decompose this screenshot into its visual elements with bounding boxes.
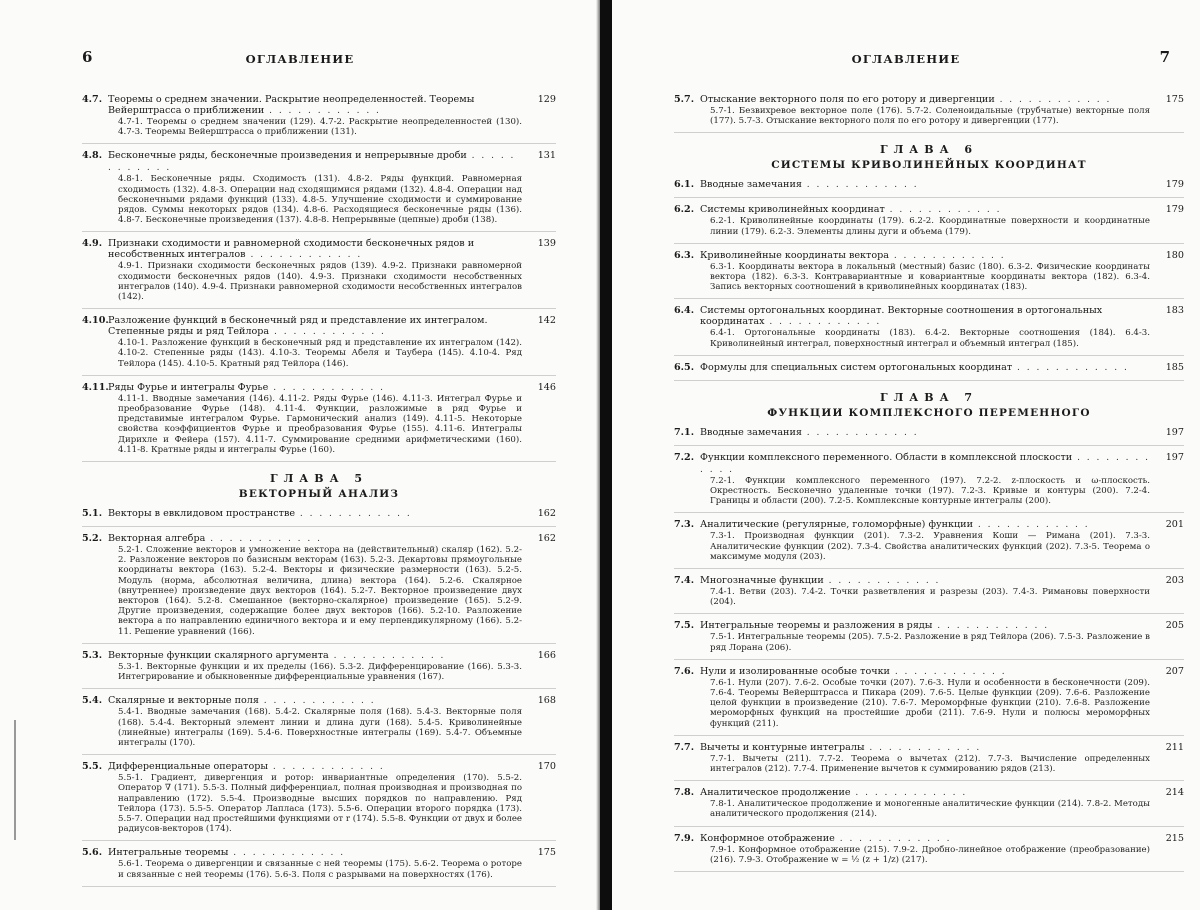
- subsection-list: 5.7-1. Безвихревое векторное поле (176). 5.7-2. Соленоидальные (трубчатые) векторные поля (177). 5.7-3. Отыскание векторного поля по его ротору и дивергенции (177).: [710, 106, 1150, 127]
- toc-entry-head: [674, 204, 1184, 216]
- toc-entry: [674, 204, 1184, 236]
- section-page: 139: [537, 238, 556, 250]
- section-title: Криволинейные координаты вектора: [700, 249, 889, 261]
- toc-entry: [82, 238, 556, 302]
- right-page-number: 7: [1159, 48, 1170, 66]
- chapter-name: ВЕКТОРНЫЙ АНАЛИЗ: [238, 488, 400, 501]
- section-title: Отыскание векторного поля по его ротору и дивергенции: [700, 94, 995, 105]
- entry-separator: [82, 375, 556, 376]
- subsection-list: 7.8-1. Аналитическое продолжение и моногенные аналитические функции (214). 7.8-2. Методы аналитического продолжения (214).: [710, 799, 1150, 820]
- subsection-list: 5.2-1. Сложение векторов и умножение вектора на (действительный) скаляр (162). 5.2-2. Разложение векторов по базисным векторам (163). 5.2-3. Декартовы прямоугольные координаты вектора (163). 5.2-4. Векторы и физические размерности (163). 5.2-5. Модуль (норма, абсолютная величина, длина) вектора (164). 5.2-6. Скалярное (внутреннее) произведение двух векторов (164). 5.2-7. Векторное произведение двух векторов (164). 5.2-8. Смешанное (векторно-скалярное) произведение (165). 5.2-9. Другие произведения, содержащие более двух векторов (166). 5.2-10. Разложение вектора а по направлению единичного вектора и и ему перпендикулярному (166). 5.2-11. Решение уравнений (166).: [118, 545, 522, 637]
- section-page: 131: [537, 150, 556, 162]
- toc-section-ch6: [674, 179, 1184, 380]
- toc-entry-head: [82, 650, 556, 662]
- entry-separator: [674, 197, 1184, 198]
- toc-entry: [674, 452, 1184, 507]
- toc-entry: [674, 666, 1184, 729]
- section-page: 203: [1165, 575, 1184, 587]
- toc-entry-head: [674, 666, 1184, 678]
- entry-separator: [674, 613, 1184, 614]
- right-toc: [674, 94, 1184, 878]
- section-number: 7.2.: [674, 451, 695, 463]
- chapter-heading-7: [674, 391, 1184, 419]
- section-title-wrap: [108, 695, 522, 707]
- toc-entry-head: [82, 94, 556, 117]
- toc-entry-head: [82, 695, 556, 707]
- section-page: 183: [1165, 305, 1184, 317]
- section-number: 5.7.: [674, 94, 695, 105]
- entry-separator: [82, 231, 556, 232]
- entry-separator: [82, 308, 556, 309]
- toc-entry-head: [82, 761, 556, 773]
- toc-entry-head: [674, 427, 1184, 439]
- section-title-wrap: [700, 452, 1150, 476]
- section-title: Нули и изолированные особые точки: [700, 665, 890, 677]
- leader-dots: . . . . . . . . . . . .: [801, 180, 919, 191]
- left-toc: [82, 94, 556, 893]
- section-number: 6.3.: [674, 249, 695, 261]
- toc-section-ch7: [674, 427, 1184, 872]
- leader-dots: . . . . . . . . . . . .: [764, 317, 882, 328]
- leader-dots: . . . . . . . . . . . .: [258, 696, 376, 707]
- toc-entry: [674, 427, 1184, 439]
- leader-dots: . . . . . . . . . . . .: [1012, 362, 1129, 373]
- section-title: Системы ортогональных координат. Векторные соотношения в ортогональных координатах: [700, 305, 1103, 328]
- subsection-list: 6.3-1. Координаты вектора в локальный (местный) базис (180). 6.3-2. Физические координаты вектора (182). 6.3-3. Контравариантные и ковариантные координаты вектора (182). 6.3-4. Запись векторных соотношений в криволинейных координатах (183).: [710, 261, 1150, 293]
- section-title-wrap: [108, 315, 522, 338]
- left-page-number: 6: [82, 48, 93, 66]
- section-title: Бесконечные ряды, бесконечные произведения и непрерывные дроби: [108, 150, 467, 162]
- toc-entry: [674, 787, 1184, 819]
- leader-dots: . . . . . . . . . . . .: [328, 650, 446, 661]
- section-title: Признаки сходимости и равномерной сходимости бесконечных рядов и несобственных интегралов: [108, 238, 475, 261]
- leader-dots: . . . . . . . . . . . .: [888, 250, 1006, 261]
- toc-entry: [82, 847, 556, 879]
- section-page: 201: [1165, 519, 1184, 531]
- section-page: 146: [537, 381, 556, 393]
- section-title-wrap: [108, 650, 522, 662]
- toc-entry-head: [674, 742, 1184, 754]
- leader-dots: . . . . . . . . . . . .: [205, 534, 322, 545]
- entry-separator: [82, 643, 556, 644]
- section-number: 5.6.: [82, 847, 103, 859]
- section-title: Аналитическое продолжение: [700, 787, 851, 799]
- toc-entry-head: [82, 382, 556, 394]
- toc-entry-head: [674, 575, 1184, 587]
- section-title: Многозначные функции: [700, 575, 824, 587]
- subsection-list: 5.5-1. Градиент, дивергенция и ротор: инвариантные определения (170). 5.5-2. Оператор ∇ (171). 5.5-3. Полный дифференциал, полная производная и производная по направлению (172). 5.5-4. Производные высших порядков по направлению. Ряд Тейлора (173). 5.5-5. Оператор Лапласа (173). 5.5-6. Операции второго порядка (173). 5.5-7. Операции над простейшими функциями от r (174). 5.5-8. Функции от двух и более радиусов-векторов (174).: [118, 773, 522, 835]
- subsection-list: 7.9-1. Конформное отображение (215). 7.9-2. Дробно-линейное отображение (преобразование) (216). 7.9-3. Отображение w = ½ (z + 1/z) (217).: [710, 844, 1150, 865]
- toc-entry: [674, 179, 1184, 191]
- section-number: 5.4.: [82, 695, 103, 707]
- leader-dots: . . . . . . . . . . . .: [268, 382, 386, 393]
- section-title-wrap: [700, 427, 1150, 439]
- toc-entry-head: [674, 250, 1184, 262]
- subsection-list: 5.3-1. Векторные функции и их пределы (166). 5.3-2. Дифференцирование (166). 5.3-3. Интегрирование и обыкновенные дифференциальные уравнения (167).: [118, 661, 522, 683]
- toc-entry: [82, 94, 556, 137]
- section-number: 7.5.: [674, 620, 695, 632]
- leader-dots: . . . . . . . . . . . .: [850, 788, 968, 799]
- section-number: 5.2.: [82, 533, 103, 545]
- toc-entry: [674, 94, 1184, 126]
- entry-separator: [82, 143, 556, 144]
- section-page: 197: [1165, 426, 1184, 438]
- section-title-wrap: [700, 575, 1150, 587]
- leader-dots: . . . . . . . . . . . .: [994, 95, 1112, 105]
- subsection-list: 4.9-1. Признаки сходимости бесконечных рядов (139). 4.9-2. Признаки равномерной сходимости бесконечных рядов (140). 4.9-3. Признаки сходимости несобственных интегралов (140). 4.9-4. Признаки равномерной сходимости несобственных интегралов (142).: [118, 261, 522, 303]
- section-number: 5.1.: [82, 508, 103, 520]
- section-page: 129: [537, 94, 556, 105]
- section-number: 5.5.: [82, 761, 103, 773]
- section-title-wrap: [700, 620, 1150, 632]
- section-number: 7.3.: [674, 519, 695, 531]
- entry-separator: [674, 512, 1184, 513]
- leader-dots: . . . . . . . . . . . .: [884, 205, 1002, 216]
- toc-entry-head: [82, 508, 556, 520]
- section-title-wrap: [108, 238, 522, 261]
- section-number: 7.9.: [674, 832, 695, 844]
- section-number: 7.6.: [674, 665, 695, 677]
- section-page: 175: [537, 847, 556, 859]
- section-title-wrap: [700, 94, 1150, 106]
- section-page: 175: [1165, 94, 1184, 105]
- section-page: 180: [1165, 249, 1184, 261]
- toc-entry-head: [674, 519, 1184, 531]
- section-title: Системы криволинейных координат: [700, 204, 885, 216]
- section-title-wrap: [700, 833, 1150, 845]
- section-title: Интегральные теоремы: [108, 847, 229, 859]
- section-page: 162: [537, 508, 556, 520]
- subsection-list: 7.4-1. Ветви (203). 7.4-2. Точки разветвления и разрезы (203). 7.4-3. Римановы поверхности (204).: [710, 587, 1150, 608]
- leader-dots: . . . . . . . . . . . .: [264, 106, 381, 116]
- right-running-head: ОГЛАВЛЕНИЕ: [851, 52, 961, 66]
- section-title: Разложение функций в бесконечный ряд и представление их интегралом. Степенные ряды и ряд Тейлора: [108, 315, 488, 338]
- toc-entry: [674, 250, 1184, 293]
- section-page: 197: [1165, 451, 1184, 463]
- section-title: Вычеты и контурные интегралы: [700, 741, 865, 753]
- leader-dots: . . . . . . . . . . . .: [268, 762, 385, 773]
- section-page: 207: [1165, 665, 1184, 677]
- section-title-wrap: [108, 94, 522, 117]
- section-number: 7.1.: [674, 426, 695, 438]
- section-title-wrap: [108, 847, 522, 859]
- section-number: 4.7.: [82, 94, 103, 105]
- section-title: Векторы в евклидовом пространстве: [108, 508, 296, 520]
- section-page: 170: [537, 761, 556, 773]
- section-number: 6.4.: [674, 305, 695, 317]
- leader-dots: . . . . . . . . . . . .: [801, 427, 919, 438]
- section-title: Формулы для специальных систем ортогональных координат: [700, 361, 1013, 373]
- entry-separator: [674, 735, 1184, 736]
- section-page: 142: [537, 315, 556, 327]
- toc-entry-head: [674, 833, 1184, 845]
- toc-entry-head: [674, 787, 1184, 799]
- entry-separator: [674, 355, 1184, 356]
- subsection-list: 4.8-1. Бесконечные ряды. Сходимость (131). 4.8-2. Ряды функций. Равномерная сходимость (132). 4.8-3. Операции над сходящимися рядами (132). 4.8-4. Операции над бесконечными рядами функций (133). 4.8-5. Улучшение сходимости и суммирование рядов. Суммы некоторых рядов (134). 4.8-6. Расходящиеся бесконечные ряды (136). 4.8-7. Бесконечные произведения (137). 4.8-8. Непрерывные (цепные) дроби (138).: [118, 174, 522, 226]
- section-page: 211: [1165, 741, 1184, 753]
- section-number: 4.8.: [82, 150, 103, 162]
- section-title: Векторные функции скалярного аргумента: [108, 649, 329, 661]
- entry-separator: [82, 840, 556, 841]
- book-gutter: [600, 0, 612, 910]
- entry-separator: [674, 826, 1184, 827]
- leader-dots: . . . . . . . . . . . .: [108, 151, 516, 174]
- section-page: 179: [1165, 204, 1184, 216]
- section-number: 6.5.: [674, 361, 695, 373]
- toc-section-ch4: [82, 94, 556, 462]
- section-number: 6.2.: [674, 204, 695, 216]
- section-title-wrap: [700, 742, 1150, 754]
- section-page: 162: [537, 533, 556, 545]
- subsection-list: 5.6-1. Теорема о дивергенции и связанные с ней теоремы (175). 5.6-2. Теорема о роторе и связанные с ней теоремы (176). 5.6-3. Поля с разрывами на поверхностях (176).: [118, 859, 522, 880]
- left-running-head: ОГЛАВЛЕНИЕ: [245, 52, 355, 66]
- entry-separator: [674, 871, 1184, 872]
- toc-entry: [82, 533, 556, 637]
- section-title: Теоремы о среднем значении. Раскрытие неопределенностей. Теоремы Вейерштрасса о приближении: [108, 94, 475, 116]
- section-page: 185: [1165, 361, 1184, 373]
- leader-dots: . . . . . . . . . . . .: [834, 833, 952, 844]
- leader-dots: . . . . . . . . . . . .: [823, 576, 941, 587]
- chapter-label: ГЛАВА 7: [879, 390, 979, 404]
- entry-separator: [674, 132, 1184, 133]
- toc-entry-head: [82, 150, 556, 174]
- toc-entry-head: [674, 305, 1184, 328]
- section-number: 7.7.: [674, 741, 695, 753]
- toc-entry: [82, 761, 556, 834]
- toc-entry: [674, 620, 1184, 652]
- entry-separator: [82, 754, 556, 755]
- toc-entry: [674, 305, 1184, 348]
- toc-entry-head: [82, 238, 556, 261]
- entry-separator: [674, 298, 1184, 299]
- chapter-label: ГЛАВА 5: [269, 472, 369, 486]
- margin-scan-mark: [14, 720, 16, 840]
- entry-separator: [82, 526, 556, 527]
- entry-separator: [82, 461, 556, 462]
- section-title-wrap: [700, 519, 1150, 531]
- section-title-wrap: [700, 362, 1150, 374]
- leader-dots: . . . . . . . . . . . .: [864, 742, 982, 753]
- section-number: 4.9.: [82, 238, 103, 250]
- subsection-list: 5.4-1. Вводные замечания (168). 5.4-2. Скалярные поля (168). 5.4-3. Векторные поля (168). 5.4-4. Векторный элемент линии и длина дуги (168). 5.4-5. Криволинейные (линейные) интегралы (169). 5.4-6. Поверхностные интегралы (169). 5.4-7. Объемные интегралы (170).: [118, 707, 522, 748]
- section-title-wrap: [108, 508, 522, 520]
- entry-separator: [674, 568, 1184, 569]
- section-title: Вводные замечания: [700, 179, 802, 191]
- leader-dots: . . . . . . . . . . . .: [932, 621, 1050, 632]
- section-number: 4.10.: [82, 315, 109, 327]
- subsection-list: 6.4-1. Ортогональные координаты (183). 6.4-2. Векторные соотношения (184). 6.4-3. Криволинейный интеграл, поверхностный интеграл и объемный интеграл (185).: [710, 328, 1150, 349]
- section-title: Конформное отображение: [700, 832, 835, 844]
- toc-entry-head: [674, 179, 1184, 191]
- section-title: Векторная алгебра: [108, 533, 206, 545]
- subsection-list: 4.11-1. Вводные замечания (146). 4.11-2. Ряды Фурье (146). 4.11-3. Интеграл Фурье и преобразование Фурье (148). 4.11-4. Функции, разложимые в ряд Фурье и представимые интегралом Фурье. Гармонический анализ (149). 4.11-5. Некоторые свойства коэффициентов Фурье и преобразования Фурье (155). 4.11-6. Интегралы Дирихле и Фейера (157). 4.11-7. Суммирование средними арифметическими (160). 4.11-8. Кратные ряды и интегралы Фурье (160).: [118, 393, 522, 455]
- toc-entry-head: [82, 533, 556, 545]
- toc-section-ch5: [82, 508, 556, 887]
- subsection-list: 4.7-1. Теоремы о среднем значении (129). 4.7-2. Раскрытие неопределенностей (130). 4.7-3. Теоремы Вейерштрасса о приближении (131).: [118, 117, 522, 138]
- toc-entry: [674, 575, 1184, 607]
- section-page: 205: [1165, 620, 1184, 632]
- toc-entry: [674, 519, 1184, 562]
- section-number: 7.4.: [674, 575, 695, 587]
- right-page: [612, 0, 1200, 910]
- toc-entry: [82, 650, 556, 682]
- entry-separator: [674, 780, 1184, 781]
- subsection-list: 7.2-1. Функции комплексного переменного (197). 7.2-2. z-плоскость и ω-плоскость. Окрестность. Бесконечно удаленные точки (197). 7.2-3. Кривые и контуры (200). 7.2-4. Границы и области (200). 7.2-5. Комплексные контурные интегралы (200).: [710, 475, 1150, 507]
- section-title-wrap: [108, 150, 522, 174]
- section-title: Интегральные теоремы и разложения в ряды: [700, 620, 933, 632]
- subsection-list: 7.6-1. Нули (207). 7.6-2. Особые точки (207). 7.6-3. Нули и особенности в бесконечности (209). 7.6-4. Теоремы Вейерштрасса и Пикара (209). 7.6-5. Целые функции (209). 7.6-6. Разложение целой функции в произведение (210). 7.6-7. Мероморфные функции (210). 7.6-8. Разложение мероморфных функций на простейшие дроби (211). 7.6-9. Нули и полюсы мероморфных функций (211).: [710, 677, 1150, 729]
- section-title-wrap: [108, 533, 522, 545]
- leader-dots: . . . . . . . . . . . .: [295, 509, 412, 520]
- section-title-wrap: [700, 204, 1150, 216]
- toc-entry-head: [674, 620, 1184, 632]
- toc-entry: [674, 362, 1184, 374]
- section-page: 215: [1165, 832, 1184, 844]
- section-title-wrap: [700, 305, 1150, 328]
- leader-dots: . . . . . . . . . . . .: [245, 250, 363, 261]
- toc-entry: [82, 382, 556, 455]
- section-title-wrap: [700, 179, 1150, 191]
- section-page: 179: [1165, 179, 1184, 191]
- subsection-list: 6.2-1. Криволинейные координаты (179). 6.2-2. Координатные поверхности и координатные линии (179). 6.2-3. Элементы длины дуги и объема (179).: [710, 216, 1150, 237]
- entry-separator: [674, 380, 1184, 381]
- toc-entry-head: [674, 362, 1184, 374]
- section-number: 4.11.: [82, 381, 109, 393]
- section-number: 6.1.: [674, 179, 695, 191]
- section-title: Скалярные и векторные поля: [108, 695, 259, 707]
- leader-dots: . . . . . . . . . . . .: [889, 666, 1007, 677]
- chapter-name: СИСТЕМЫ КРИВОЛИНЕЙНЫХ КООРДИНАТ: [771, 159, 1087, 172]
- toc-entry: [82, 315, 556, 369]
- leader-dots: . . . . . . . . . . . .: [700, 452, 1150, 475]
- subsection-list: 7.3-1. Производная функции (201). 7.3-2. Уравнения Коши — Римана (201). 7.3-3. Аналитические функции (202). 7.3-4. Свойства аналитических функций (202). 7.3-5. Теорема о максимуме модуля (203).: [710, 531, 1150, 562]
- section-title: Ряды Фурье и интегралы Фурье: [108, 381, 269, 393]
- section-title: Вводные замечания: [700, 426, 802, 438]
- leader-dots: . . . . . . . . . . . .: [972, 520, 1090, 531]
- section-title: Аналитические (регулярные, голоморфные) функции: [700, 519, 973, 531]
- subsection-list: 7.7-1. Вычеты (211). 7.7-2. Теорема о вычетах (212). 7.7-3. Вычисление определенных интегралов (212). 7.7-4. Применение вычетов к суммированию рядов (213).: [710, 753, 1150, 775]
- toc-entry: [82, 150, 556, 225]
- entry-separator: [82, 688, 556, 689]
- section-title-wrap: [700, 250, 1150, 262]
- chapter-heading-5: [82, 472, 556, 500]
- section-title: Функции комплексного переменного. Области в комплексной плоскости: [700, 451, 1073, 463]
- section-title-wrap: [700, 787, 1150, 799]
- section-number: 7.8.: [674, 787, 695, 799]
- subsection-list: 4.10-1. Разложение функций в бесконечный ряд и представление их интегралом (142). 4.10-2. Степенные ряды (143). 4.10-3. Теоремы Абеля и Таубера (145). 4.10-4. Ряд Тейлора (145). 4.10-5. Кратный ряд Тейлора (146).: [118, 338, 522, 369]
- toc-entry: [82, 508, 556, 520]
- toc-entry: [674, 742, 1184, 774]
- section-title-wrap: [700, 666, 1150, 678]
- section-title: Дифференциальные операторы: [108, 761, 269, 773]
- subsection-list: 7.5-1. Интегральные теоремы (205). 7.5-2. Разложение в ряд Тейлора (206). 7.5-3. Разложение в ряд Лорана (206).: [710, 632, 1150, 653]
- toc-entry-head: [82, 847, 556, 859]
- toc-entry-head: [674, 452, 1184, 476]
- toc-entry-head: [82, 315, 556, 338]
- entry-separator: [674, 659, 1184, 660]
- toc-entry: [674, 833, 1184, 865]
- entry-separator: [674, 243, 1184, 244]
- chapter-label: ГЛАВА 6: [879, 143, 979, 157]
- section-number: 5.3.: [82, 649, 103, 661]
- leader-dots: . . . . . . . . . . . .: [269, 327, 386, 338]
- toc-section-ch5-cont: [674, 94, 1184, 133]
- leader-dots: . . . . . . . . . . . .: [228, 848, 346, 859]
- section-title-wrap: [108, 382, 522, 394]
- chapter-heading-6: [674, 143, 1184, 171]
- entry-separator: [674, 445, 1184, 446]
- section-page: 214: [1165, 787, 1184, 799]
- toc-entry-head: [674, 94, 1184, 106]
- toc-entry: [82, 695, 556, 748]
- section-title-wrap: [108, 761, 522, 773]
- section-page: 166: [537, 649, 556, 661]
- entry-separator: [82, 886, 556, 887]
- chapter-name: ФУНКЦИИ КОМПЛЕКСНОГО ПЕРЕМЕННОГО: [767, 406, 1091, 419]
- section-page: 168: [537, 695, 556, 707]
